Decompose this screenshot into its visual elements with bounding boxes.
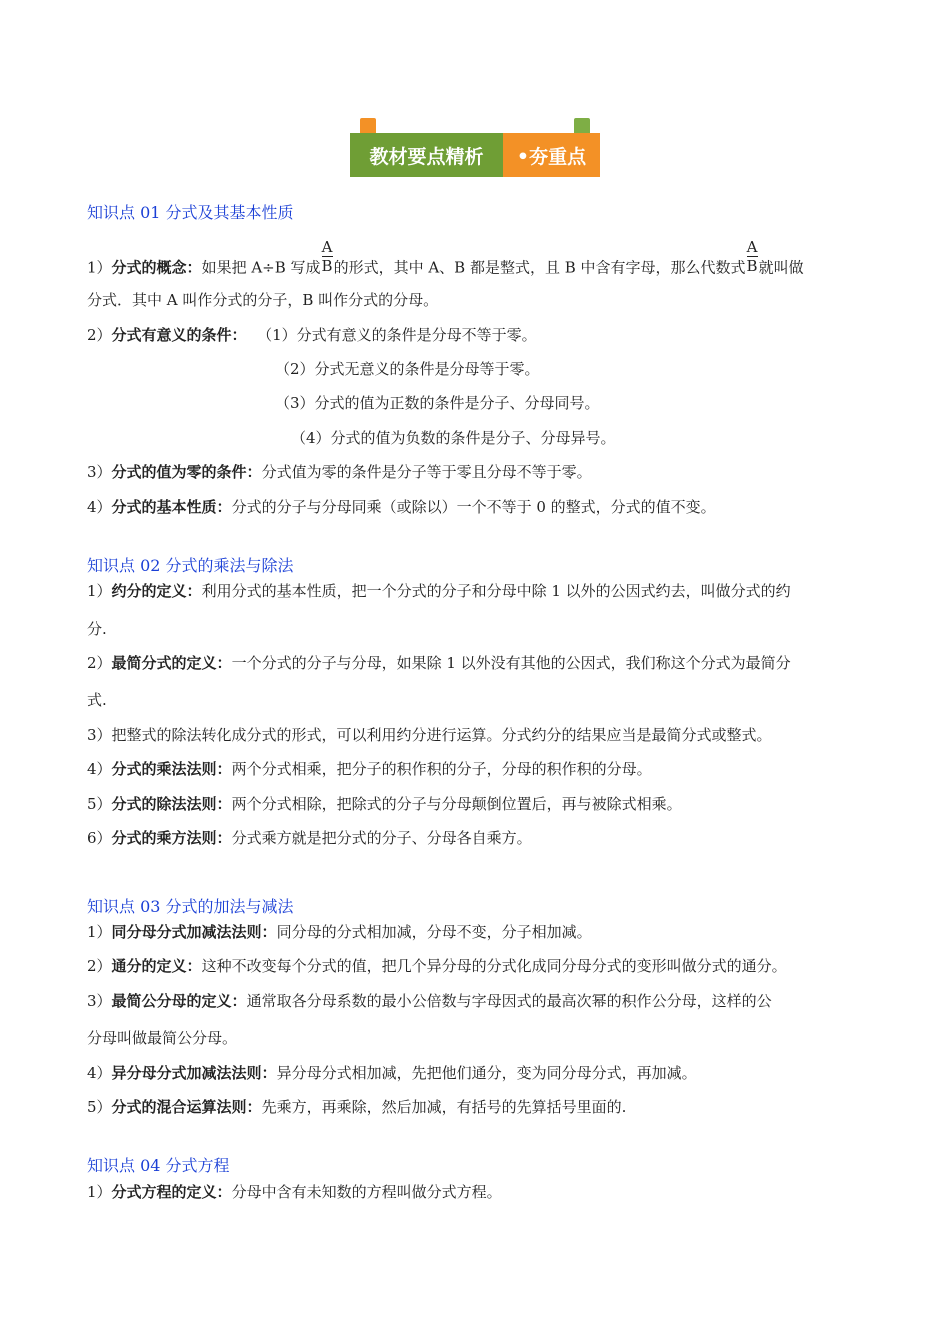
paragraph bbox=[87, 922, 592, 942]
fraction bbox=[747, 238, 758, 275]
paragraph bbox=[87, 1182, 502, 1202]
num: 1） bbox=[87, 923, 112, 941]
text: 一个分式的分子与分母，如果除 1 以外没有其他的公因式，我们称这个分式为最简分 bbox=[231, 654, 791, 672]
section-banner bbox=[350, 133, 600, 177]
text: 如果把 A÷B 写成 bbox=[201, 258, 321, 277]
term: 异分母分式加减法法则： bbox=[111, 1064, 277, 1082]
term: 最简公分母的定义： bbox=[111, 992, 247, 1010]
text: 先乘方，再乘除，然后加减，有括号的先算括号里面的. bbox=[261, 1098, 627, 1116]
paragraph bbox=[87, 325, 537, 345]
sub-item: （4）分式的值为负数的条件是分子、分母异号。 bbox=[291, 429, 616, 447]
term: 最简分式的定义： bbox=[111, 654, 232, 672]
text: 的形式，其中 A、B 都是整式，且 B 中含有字母，那么代数式 bbox=[333, 258, 746, 277]
paragraph bbox=[87, 581, 791, 601]
term: 分式的混合运算法则： bbox=[111, 1098, 262, 1116]
num: 3） bbox=[87, 992, 112, 1010]
paragraph bbox=[87, 653, 791, 673]
paragraph bbox=[87, 794, 682, 814]
text: 分式乘方就是把分式的分子、分母各自乘方。 bbox=[231, 829, 532, 847]
paragraph-wrap: 分式．其中 A 叫作分式的分子，B 叫作分式的分母。 bbox=[87, 291, 439, 309]
num: 3） bbox=[87, 463, 112, 481]
section-heading: 知识点 04 分式方程 bbox=[87, 1156, 230, 1175]
banner-right: •夯重点 bbox=[503, 133, 600, 177]
paragraph-wrap: 分. bbox=[87, 620, 107, 638]
text: 两个分式相除，把除式的分子与分母颠倒位置后，再与被除式相乘。 bbox=[231, 795, 682, 813]
text: 把整式的除法转化成分式的形式，可以利用约分进行运算。分式约分的结果应当是最简分式或整式。 bbox=[111, 726, 772, 744]
num: 3） bbox=[87, 726, 112, 744]
text: 分式的分子与分母同乘（或除以）一个不等于 0 的整式，分式的值不变。 bbox=[231, 498, 716, 516]
paragraph-wrap: 分母叫做最简公分母。 bbox=[87, 1029, 238, 1047]
num: 1） bbox=[87, 258, 112, 277]
num: 4） bbox=[87, 1064, 112, 1082]
term: 分式的基本性质： bbox=[111, 498, 232, 516]
paragraph bbox=[87, 462, 592, 482]
num: 4） bbox=[87, 760, 112, 778]
term: 同分母分式加减法法则： bbox=[111, 923, 277, 941]
paragraph bbox=[87, 238, 804, 287]
num: 2） bbox=[87, 654, 112, 672]
term: 分式的值为零的条件： bbox=[111, 463, 262, 481]
num: 1） bbox=[87, 582, 112, 600]
sub-item: （3）分式的值为正数的条件是分子、分母同号。 bbox=[275, 394, 600, 412]
text: 同分母的分式相加减，分母不变，分子相加减。 bbox=[276, 923, 592, 941]
num: 5） bbox=[87, 1098, 112, 1116]
denominator: B bbox=[746, 257, 758, 275]
text: 异分母分式相加减，先把他们通分，变为同分母分式，再加减。 bbox=[276, 1064, 697, 1082]
num: 4） bbox=[87, 498, 112, 516]
paragraph bbox=[87, 759, 652, 779]
numerator: A bbox=[321, 238, 333, 256]
paragraph bbox=[87, 1097, 626, 1117]
denominator: B bbox=[321, 257, 333, 275]
paragraph bbox=[87, 497, 716, 517]
text: 这种不改变每个分式的值，把几个异分母的分式化成同分母分式的变形叫做分式的通分。 bbox=[201, 957, 787, 975]
term: 分式的乘法法则： bbox=[111, 760, 232, 778]
text: 通常取各分母系数的最小公倍数与字母因式的最高次幂的积作公分母，这样的公 bbox=[246, 992, 772, 1010]
fraction bbox=[322, 238, 333, 275]
sub-item: （2）分式无意义的条件是分母等于零。 bbox=[275, 360, 540, 378]
num: 1） bbox=[87, 1183, 112, 1201]
term: 分式的概念： bbox=[111, 258, 202, 277]
term: 分式的除法法则： bbox=[111, 795, 232, 813]
paragraph bbox=[87, 991, 772, 1011]
num: 5） bbox=[87, 795, 112, 813]
term: 约分的定义： bbox=[111, 582, 202, 600]
sub-item: （1）分式有意义的条件是分母不等于零。 bbox=[264, 326, 537, 344]
text: 两个分式相乘，把分子的积作积的分子，分母的积作积的分母。 bbox=[231, 760, 652, 778]
text: 分式值为零的条件是分子等于零且分母不等于零。 bbox=[261, 463, 592, 481]
term: 分式有意义的条件： bbox=[111, 326, 247, 344]
paragraph bbox=[87, 956, 787, 976]
numerator: A bbox=[746, 238, 758, 256]
num: 2） bbox=[87, 957, 112, 975]
num: 2） bbox=[87, 326, 112, 344]
section-heading: 知识点 01 分式及其基本性质 bbox=[87, 203, 294, 222]
term: 通分的定义： bbox=[111, 957, 202, 975]
banner-left: 教材要点精析 bbox=[350, 133, 503, 177]
text: 分母中含有未知数的方程叫做分式方程。 bbox=[231, 1183, 502, 1201]
paragraph bbox=[87, 828, 532, 848]
paragraph bbox=[87, 1063, 697, 1083]
section-heading: 知识点 02 分式的乘法与除法 bbox=[87, 556, 294, 575]
text: 就叫做 bbox=[758, 258, 804, 277]
text: 利用分式的基本性质，把一个分式的分子和分母中除 1 以外的公因式约去，叫做分式的约 bbox=[201, 582, 791, 600]
paragraph-wrap: 式. bbox=[87, 691, 107, 709]
section-heading: 知识点 03 分式的加法与减法 bbox=[87, 897, 294, 916]
paragraph bbox=[87, 725, 772, 745]
term: 分式的乘方法则： bbox=[111, 829, 232, 847]
term: 分式方程的定义： bbox=[111, 1183, 232, 1201]
num: 6） bbox=[87, 829, 112, 847]
